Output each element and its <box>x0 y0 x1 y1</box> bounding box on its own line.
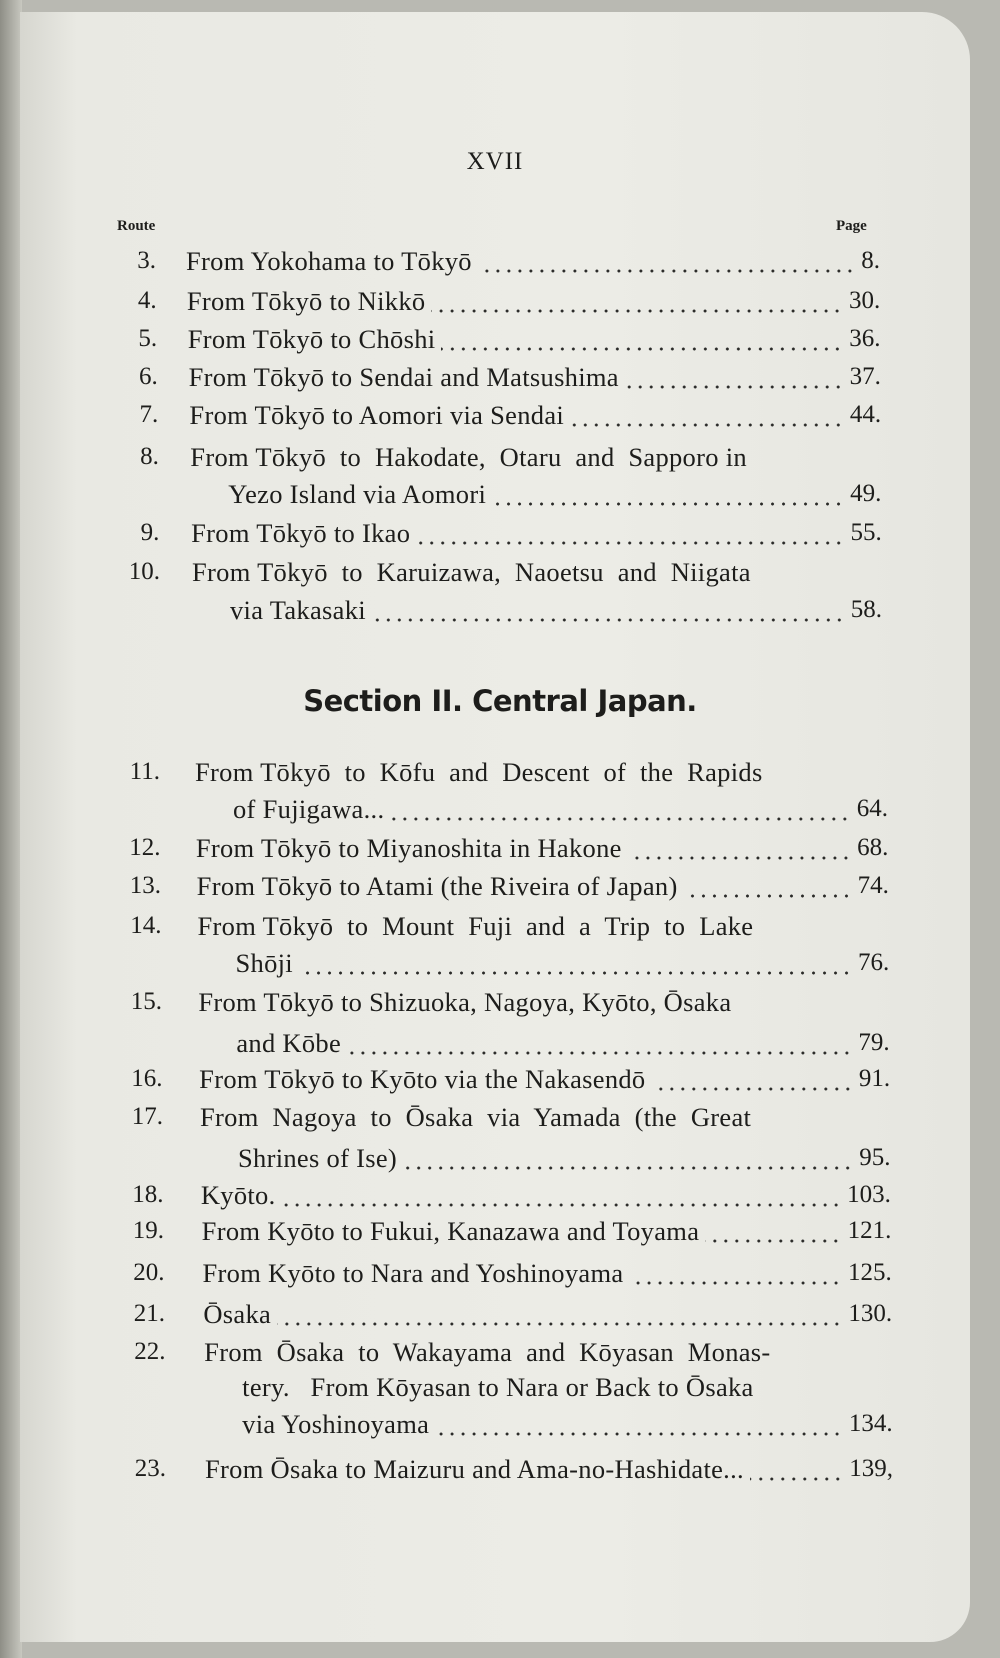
route-title: via Yoshinoyama <box>242 1409 430 1439</box>
dot-leader <box>403 1138 853 1178</box>
toc-entry-line <box>202 1211 892 1251</box>
toc-entry-line <box>204 1332 770 1372</box>
toc-entry-line <box>198 906 754 946</box>
page-number: 91. <box>858 1065 891 1092</box>
toc-entry-line <box>203 1253 892 1293</box>
route-title: From Tōkyō to Atami (the Riveira of Japan) <box>196 871 678 901</box>
dot-leader <box>372 590 845 630</box>
route-title: From Ōsaka to Maizuru and Ama-no-Hashidate... <box>205 1454 744 1484</box>
dot-leader <box>625 357 844 397</box>
route-title: Yezo Island via Aomori <box>228 479 487 509</box>
route-title: From Tōkyō to Mount Fuji and a Trip to Lake <box>197 911 754 941</box>
toc-entry-line <box>233 789 888 829</box>
toc-entry-line <box>198 982 731 1022</box>
dot-leader <box>435 1404 843 1444</box>
route-title: From Tōkyō to Miyanoshita in Hakone <box>195 833 622 863</box>
route-title: From Nagoya to Ōsaka via Yamada (the Great <box>200 1102 752 1132</box>
page-number: 79. <box>858 1029 890 1056</box>
toc-entry-line <box>186 241 880 281</box>
route-title: From Tōkyō to Ikao <box>191 518 411 548</box>
route-title: From Yokohama to Tōkyō <box>186 246 472 276</box>
toc-entry-line <box>230 590 882 630</box>
route-number: 21. <box>133 1300 165 1327</box>
dot-leader <box>570 395 844 435</box>
page-number: 58. <box>850 596 882 623</box>
page-number: 103. <box>847 1181 891 1208</box>
toc-entry-line <box>197 866 889 906</box>
toc-entry-line <box>190 437 747 477</box>
toc-entry-line <box>236 1023 889 1063</box>
page-number: 64. <box>856 795 888 822</box>
dot-leader <box>684 866 852 906</box>
route-title: From Tōkyō to Nikkō <box>186 286 426 316</box>
page-number: 36. <box>849 325 881 352</box>
route-title: Kyōto. <box>200 1180 276 1210</box>
page-number: 74. <box>857 872 889 899</box>
page-number: 95. <box>859 1144 891 1171</box>
dot-leader <box>441 319 843 359</box>
toc-entry-line <box>228 474 881 514</box>
toc-entry-line <box>189 395 881 435</box>
toc-entry-line <box>195 752 763 792</box>
page-number: 130. <box>848 1300 893 1327</box>
route-title: From Kyōto to Nara and Yoshinoyama <box>202 1258 624 1288</box>
route-number: 7. <box>139 401 159 428</box>
toc-entry-line <box>201 1175 891 1215</box>
route-title: tery. From Kōyasan to Nara or Back to Ōsaka <box>242 1372 754 1402</box>
route-number: 22. <box>134 1338 166 1365</box>
dot-leader <box>277 1294 842 1334</box>
section-heading: Section II. Central Japan. <box>303 684 697 718</box>
route-number: 6. <box>138 363 158 390</box>
adjacent-page-edge <box>0 0 22 1658</box>
route-title: Shōji <box>235 948 293 978</box>
page-folio: XVII <box>466 148 524 175</box>
toc-entry-line <box>238 1138 891 1178</box>
route-number: 23. <box>134 1455 166 1482</box>
route-title: From Tōkyō to Karuizawa, Naoetsu and Niigata <box>192 557 751 587</box>
route-number: 13. <box>129 872 161 899</box>
route-title: From Tōkyō to Kyōto via the Nakasendō <box>199 1064 646 1094</box>
toc-entry-line <box>236 943 890 983</box>
route-title: From Tōkyō to Kōfu and Descent of the Rapids <box>195 757 763 787</box>
page-number: 44. <box>849 401 882 428</box>
dot-leader <box>416 513 844 553</box>
toc-entry-line <box>189 357 881 397</box>
page-number: 37. <box>849 363 881 390</box>
route-number: 15. <box>130 988 162 1015</box>
route-title: From Tōkyō to Aomori via Sendai <box>189 400 565 430</box>
page-number: 121. <box>847 1217 892 1244</box>
route-number: 19. <box>132 1217 164 1244</box>
dot-leader <box>390 789 850 829</box>
page-number: 49. <box>850 480 882 507</box>
dot-leader <box>492 474 844 514</box>
route-title: From Kyōto to Fukui, Kanazawa and Toyama <box>201 1216 700 1246</box>
route-number: 14. <box>130 912 162 939</box>
page-number: 68. <box>857 834 889 861</box>
dot-leader <box>750 1449 843 1489</box>
toc-entry-line <box>242 1404 892 1444</box>
route-title: From Tōkyō to Hakodate, Otaru and Sapporo in <box>190 442 747 472</box>
page-number: 76. <box>858 949 890 976</box>
route-title: Shrines of Ise) <box>238 1143 398 1173</box>
toc-entry-line <box>196 828 889 868</box>
route-number: 17. <box>131 1103 163 1130</box>
route-number: 8. <box>140 443 159 470</box>
toc-entry-line <box>191 513 882 553</box>
page-number: 30. <box>849 287 881 314</box>
route-title: From Tōkyō to Chōshi <box>187 324 436 354</box>
dot-leader <box>629 1253 842 1293</box>
route-title: From Tōkyō to Sendai and Matsushima <box>188 362 619 392</box>
dot-leader <box>299 943 852 983</box>
page-number: 55. <box>850 519 882 546</box>
dot-leader <box>347 1023 852 1063</box>
route-title: From Ōsaka to Wakayama and Kōyasan Monas- <box>204 1337 771 1367</box>
page-column-header: Page <box>836 218 867 234</box>
toc-entry-line <box>242 1367 753 1407</box>
dot-leader <box>705 1211 841 1251</box>
route-number: 5. <box>138 325 158 352</box>
route-title: and Kōbe <box>236 1028 342 1058</box>
route-column-header: Route <box>117 218 156 234</box>
toc-entry-line <box>205 1449 893 1489</box>
route-title: via Takasaki <box>230 595 366 625</box>
dot-leader <box>431 281 843 321</box>
toc-entry-line <box>203 1294 892 1334</box>
page-number: 125. <box>848 1259 892 1286</box>
page-number: 134. <box>848 1410 893 1437</box>
route-title: of Fujigawa... <box>233 794 385 824</box>
dot-leader <box>652 1059 853 1099</box>
toc-entry-line <box>187 281 880 321</box>
route-number: 16. <box>131 1065 163 1092</box>
toc-entry-line <box>200 1097 751 1137</box>
page-number: 8. <box>861 247 880 274</box>
toc-entry-line <box>199 1059 890 1099</box>
route-title: From Tōkyō to Shizuoka, Nagoya, Kyōto, Ōsaka <box>198 987 732 1017</box>
route-number: 3. <box>137 247 156 274</box>
dot-leader <box>628 828 851 868</box>
toc-entry-line <box>192 552 751 592</box>
route-number: 10. <box>128 558 160 585</box>
route-number: 9. <box>140 519 160 546</box>
route-number: 20. <box>133 1259 165 1286</box>
dot-leader <box>478 241 855 281</box>
route-number: 11. <box>129 758 160 785</box>
route-number: 18. <box>132 1181 164 1208</box>
route-number: 4. <box>137 287 157 314</box>
route-number: 12. <box>129 834 161 861</box>
toc-entry-line <box>188 319 881 359</box>
dot-leader <box>282 1175 842 1215</box>
page-number: 139, <box>849 1455 893 1482</box>
route-title: Ōsaka <box>203 1299 272 1329</box>
